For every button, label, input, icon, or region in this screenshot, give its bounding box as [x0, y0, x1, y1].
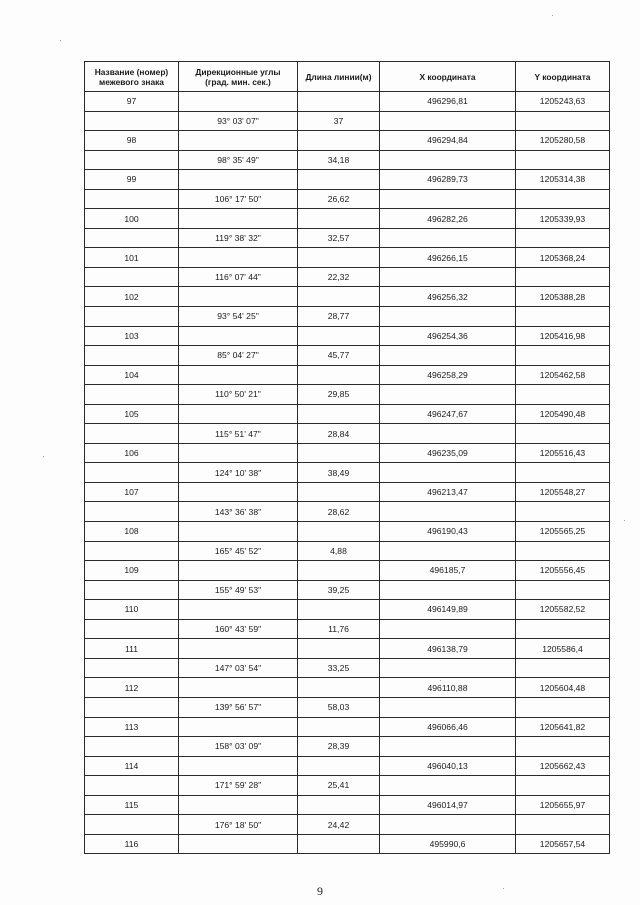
segment-row [85, 502, 610, 522]
empty-cell [516, 385, 610, 405]
empty-cell [298, 522, 380, 542]
empty-cell [179, 248, 298, 268]
x-coordinate: 496235,09 [380, 443, 516, 463]
segment-row [85, 737, 610, 757]
empty-cell [516, 737, 610, 757]
empty-cell [179, 92, 298, 112]
empty-cell [298, 404, 380, 424]
segment-row [85, 228, 610, 248]
bearing-angle: 98° 35' 49" [179, 150, 298, 170]
line-length: 45,77 [298, 346, 380, 366]
empty-cell [85, 424, 179, 444]
point-name: 100 [85, 209, 179, 229]
empty-cell [85, 580, 179, 600]
x-coordinate: 496294,84 [380, 131, 516, 151]
bearing-angle: 160° 43' 59" [179, 619, 298, 639]
bearing-angle: 124° 10' 38" [179, 463, 298, 483]
empty-cell [516, 267, 610, 287]
empty-cell [380, 463, 516, 483]
bearing-angle: 143° 36' 38" [179, 502, 298, 522]
empty-cell [179, 561, 298, 581]
bearing-angle: 106° 17' 50" [179, 189, 298, 209]
header-point-name [85, 62, 179, 92]
x-coordinate: 496110,88 [380, 678, 516, 698]
line-length: 33,25 [298, 658, 380, 678]
x-coordinate: 496014,97 [380, 795, 516, 815]
point-row [85, 639, 610, 659]
scan-speck [552, 15, 553, 16]
scan-speck [43, 456, 44, 457]
point-row [85, 600, 610, 620]
empty-cell [179, 443, 298, 463]
x-coordinate: 495990,6 [380, 834, 516, 854]
bearing-angle: 93° 54' 25" [179, 307, 298, 327]
empty-cell [380, 580, 516, 600]
point-row [85, 170, 610, 190]
table-body [85, 92, 610, 854]
header-point-name-line1: Название (номер) [94, 66, 169, 77]
x-coordinate: 496258,29 [380, 365, 516, 385]
empty-cell [179, 834, 298, 854]
line-length: 25,41 [298, 776, 380, 796]
y-coordinate: 1205368,24 [516, 248, 610, 268]
bearing-angle: 115° 51' 47" [179, 424, 298, 444]
point-name: 114 [85, 756, 179, 776]
line-length: 28,77 [298, 307, 380, 327]
segment-row [85, 658, 610, 678]
empty-cell [298, 443, 380, 463]
point-name: 106 [85, 443, 179, 463]
empty-cell [298, 170, 380, 190]
empty-cell [179, 404, 298, 424]
empty-cell [380, 346, 516, 366]
empty-cell [85, 502, 179, 522]
empty-cell [298, 92, 380, 112]
x-coordinate: 496247,67 [380, 404, 516, 424]
x-coordinate: 496296,81 [380, 92, 516, 112]
line-length: 28,84 [298, 424, 380, 444]
segment-row [85, 346, 610, 366]
y-coordinate: 1205490,48 [516, 404, 610, 424]
segment-row [85, 150, 610, 170]
empty-cell [85, 619, 179, 639]
empty-cell [516, 228, 610, 248]
point-name: 97 [85, 92, 179, 112]
empty-cell [179, 326, 298, 346]
segment-row [85, 619, 610, 639]
empty-cell [179, 717, 298, 737]
segment-row [85, 111, 610, 131]
empty-cell [179, 131, 298, 151]
empty-cell [380, 776, 516, 796]
x-coordinate: 496149,89 [380, 600, 516, 620]
x-coordinate: 496213,47 [380, 482, 516, 502]
empty-cell [516, 580, 610, 600]
point-row [85, 717, 610, 737]
empty-cell [85, 346, 179, 366]
empty-cell [298, 639, 380, 659]
point-name: 99 [85, 170, 179, 190]
point-row [85, 287, 610, 307]
y-coordinate: 1205280,58 [516, 131, 610, 151]
empty-cell [298, 561, 380, 581]
y-coordinate: 1205388,28 [516, 287, 610, 307]
empty-cell [85, 267, 179, 287]
empty-cell [85, 111, 179, 131]
point-name: 107 [85, 482, 179, 502]
point-name: 113 [85, 717, 179, 737]
empty-cell [298, 756, 380, 776]
empty-cell [179, 209, 298, 229]
point-row [85, 678, 610, 698]
empty-cell [85, 307, 179, 327]
point-name: 102 [85, 287, 179, 307]
segment-row [85, 697, 610, 717]
header-x-coordinate: X координата [380, 62, 516, 92]
empty-cell [516, 776, 610, 796]
empty-cell [85, 697, 179, 717]
bearing-angle: 155° 49' 53" [179, 580, 298, 600]
x-coordinate: 496185,7 [380, 561, 516, 581]
empty-cell [380, 150, 516, 170]
empty-cell [516, 463, 610, 483]
point-name: 111 [85, 639, 179, 659]
line-length: 38,49 [298, 463, 380, 483]
table-header-row [85, 62, 610, 92]
y-coordinate: 1205339,93 [516, 209, 610, 229]
empty-cell [179, 482, 298, 502]
empty-cell [85, 228, 179, 248]
segment-row [85, 463, 610, 483]
empty-cell [380, 737, 516, 757]
empty-cell [298, 131, 380, 151]
point-name: 116 [85, 834, 179, 854]
empty-cell [516, 658, 610, 678]
empty-cell [380, 228, 516, 248]
point-row [85, 92, 610, 112]
y-coordinate: 1205657,54 [516, 834, 610, 854]
line-length: 37 [298, 111, 380, 131]
scan-speck [60, 40, 61, 41]
y-coordinate: 1205243,63 [516, 92, 610, 112]
x-coordinate: 496066,46 [380, 717, 516, 737]
y-coordinate: 1205582,52 [516, 600, 610, 620]
point-row [85, 795, 610, 815]
empty-cell [179, 639, 298, 659]
line-length: 29,85 [298, 385, 380, 405]
segment-row [85, 189, 610, 209]
point-name: 98 [85, 131, 179, 151]
line-length: 39,25 [298, 580, 380, 600]
empty-cell [179, 522, 298, 542]
empty-cell [380, 815, 516, 835]
empty-cell [298, 209, 380, 229]
empty-cell [380, 424, 516, 444]
line-length: 34,18 [298, 150, 380, 170]
empty-cell [85, 150, 179, 170]
segment-row [85, 385, 610, 405]
empty-cell [516, 541, 610, 561]
line-length: 28,62 [298, 502, 380, 522]
empty-cell [516, 815, 610, 835]
empty-cell [298, 678, 380, 698]
page-number: 9 [317, 884, 323, 898]
y-coordinate: 1205556,45 [516, 561, 610, 581]
empty-cell [516, 346, 610, 366]
bearing-angle: 110° 50' 21" [179, 385, 298, 405]
point-row [85, 365, 610, 385]
empty-cell [380, 619, 516, 639]
x-coordinate: 496190,43 [380, 522, 516, 542]
empty-cell [516, 502, 610, 522]
y-coordinate: 1205586,4 [516, 639, 610, 659]
y-coordinate: 1205416,98 [516, 326, 610, 346]
segment-row [85, 267, 610, 287]
line-length: 26,62 [298, 189, 380, 209]
empty-cell [298, 482, 380, 502]
point-name: 115 [85, 795, 179, 815]
empty-cell [85, 541, 179, 561]
empty-cell [298, 287, 380, 307]
empty-cell [85, 463, 179, 483]
point-name: 112 [85, 678, 179, 698]
empty-cell [85, 776, 179, 796]
header-bearing-line2: (град. мин. сек.) [205, 76, 271, 87]
point-row [85, 404, 610, 424]
empty-cell [298, 365, 380, 385]
x-coordinate: 496289,73 [380, 170, 516, 190]
empty-cell [516, 424, 610, 444]
point-row [85, 561, 610, 581]
y-coordinate: 1205655,97 [516, 795, 610, 815]
bearing-angle: 165° 45' 52" [179, 541, 298, 561]
empty-cell [298, 795, 380, 815]
empty-cell [516, 697, 610, 717]
empty-cell [179, 170, 298, 190]
line-length: 4,88 [298, 541, 380, 561]
empty-cell [298, 834, 380, 854]
y-coordinate: 1205641,82 [516, 717, 610, 737]
segment-row [85, 541, 610, 561]
empty-cell [85, 815, 179, 835]
empty-cell [298, 326, 380, 346]
header-bearing-line1: Дирекционные углы [195, 66, 281, 77]
point-row [85, 443, 610, 463]
empty-cell [380, 697, 516, 717]
empty-cell [380, 541, 516, 561]
point-name: 101 [85, 248, 179, 268]
bearing-angle: 93° 03' 07" [179, 111, 298, 131]
header-bearing [179, 62, 298, 92]
header-point-name-line2: межевого знака [99, 76, 164, 87]
empty-cell [516, 111, 610, 131]
y-coordinate: 1205604,48 [516, 678, 610, 698]
empty-cell [85, 737, 179, 757]
segment-row [85, 307, 610, 327]
scan-speck [624, 520, 625, 521]
bearing-angle: 139° 56' 57" [179, 697, 298, 717]
line-length: 58,03 [298, 697, 380, 717]
y-coordinate: 1205516,43 [516, 443, 610, 463]
empty-cell [179, 365, 298, 385]
x-coordinate: 496266,15 [380, 248, 516, 268]
point-row [85, 756, 610, 776]
empty-cell [179, 795, 298, 815]
point-row [85, 522, 610, 542]
x-coordinate: 496138,79 [380, 639, 516, 659]
empty-cell [516, 150, 610, 170]
point-name: 108 [85, 522, 179, 542]
empty-cell [298, 717, 380, 737]
line-length: 28,39 [298, 737, 380, 757]
x-coordinate: 496254,36 [380, 326, 516, 346]
point-name: 103 [85, 326, 179, 346]
bearing-angle: 116° 07' 44" [179, 267, 298, 287]
bearing-angle: 147° 03' 54" [179, 658, 298, 678]
bearing-angle: 85° 04' 27" [179, 346, 298, 366]
point-row [85, 482, 610, 502]
x-coordinate: 496040,13 [380, 756, 516, 776]
line-length: 24,42 [298, 815, 380, 835]
point-name: 104 [85, 365, 179, 385]
line-length: 22,32 [298, 267, 380, 287]
y-coordinate: 1205314,38 [516, 170, 610, 190]
point-name: 105 [85, 404, 179, 424]
empty-cell [516, 189, 610, 209]
empty-cell [85, 189, 179, 209]
line-length: 32,57 [298, 228, 380, 248]
coordinates-table [84, 61, 610, 854]
empty-cell [380, 658, 516, 678]
point-name: 109 [85, 561, 179, 581]
empty-cell [380, 385, 516, 405]
point-row [85, 248, 610, 268]
empty-cell [380, 111, 516, 131]
bearing-angle: 171° 59' 28" [179, 776, 298, 796]
empty-cell [298, 248, 380, 268]
segment-row [85, 580, 610, 600]
point-row [85, 834, 610, 854]
y-coordinate: 1205462,58 [516, 365, 610, 385]
header-y-coordinate: Y координата [516, 62, 610, 92]
point-row [85, 326, 610, 346]
point-name: 110 [85, 600, 179, 620]
segment-row [85, 424, 610, 444]
segment-row [85, 815, 610, 835]
empty-cell [179, 756, 298, 776]
bearing-angle: 176° 18' 50" [179, 815, 298, 835]
empty-cell [85, 385, 179, 405]
empty-cell [380, 502, 516, 522]
bearing-angle: 158° 03' 09" [179, 737, 298, 757]
header-line-length: Длина линии(м) [298, 62, 380, 92]
empty-cell [380, 189, 516, 209]
empty-cell [380, 267, 516, 287]
empty-cell [179, 287, 298, 307]
segment-row [85, 776, 610, 796]
bearing-angle: 119° 38' 32" [179, 228, 298, 248]
empty-cell [380, 307, 516, 327]
y-coordinate: 1205565,25 [516, 522, 610, 542]
empty-cell [516, 307, 610, 327]
y-coordinate: 1205548,27 [516, 482, 610, 502]
x-coordinate: 496256,32 [380, 287, 516, 307]
y-coordinate: 1205662,43 [516, 756, 610, 776]
empty-cell [179, 678, 298, 698]
point-row [85, 209, 610, 229]
empty-cell [516, 619, 610, 639]
line-length: 11,76 [298, 619, 380, 639]
empty-cell [179, 600, 298, 620]
empty-cell [85, 658, 179, 678]
point-row [85, 131, 610, 151]
empty-cell [298, 600, 380, 620]
x-coordinate: 496282,26 [380, 209, 516, 229]
